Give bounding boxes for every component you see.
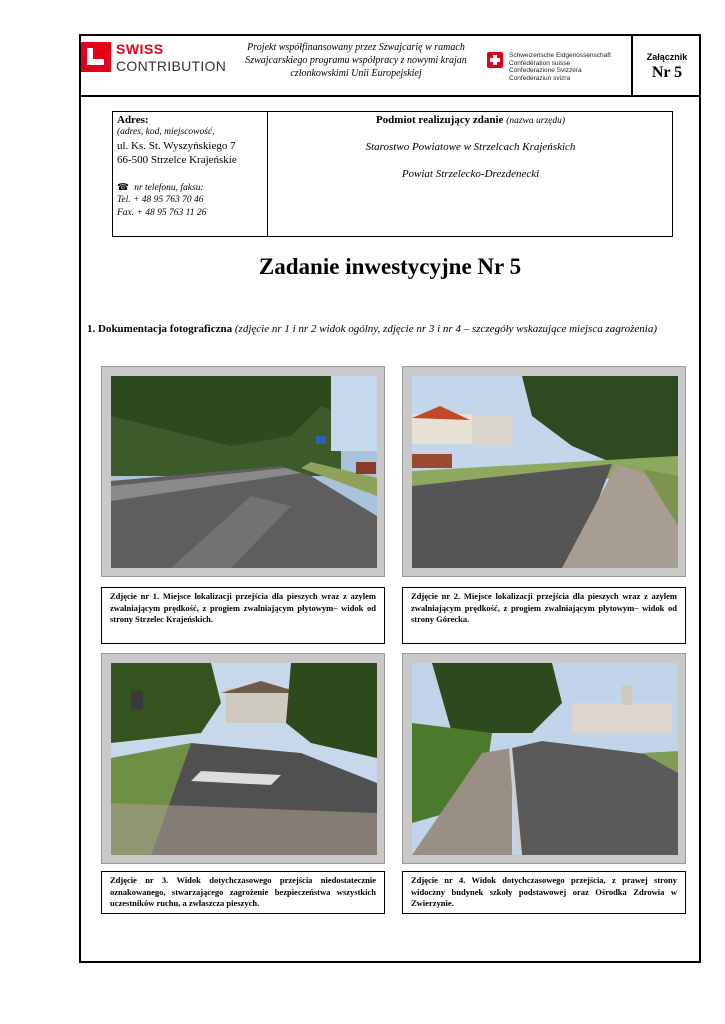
swiss-contribution-logo-icon [81,42,111,72]
tel-number: Tel. + 48 95 763 70 46 [117,195,204,205]
photo-2 [402,366,686,577]
logo-swiss-text: SWISS [116,41,164,57]
project-line-2: Szwajcarskiego programu współpracy z nowymi krajan [245,55,467,66]
confed-line-1: Schweizerische Eidgenossenschaft [509,52,611,59]
entity-heading [268,114,673,126]
caption-4: Zdjęcie nr 4. Widok dotychczasowego przejścia, z prawej strony widoczny budynek szkoły podstawowej oraz Ośrodka Zdrowia w Zwierzynie. [402,871,686,914]
project-line-3: członkowskimi Unii Europejskiej [290,68,422,79]
entity-org-1: Starostwo Powiatowe w Strzelcach Krajeńskich [365,141,576,153]
attachment-box [631,34,701,97]
attachment-number: Nr 5 [651,64,683,81]
tel-label-text: nr telefonu, faksu: [134,183,204,193]
entity-label: Podmiot realizujący zdanie [375,114,504,126]
section-note: (zdjęcie nr 1 i nr 2 widok ogólny, zdjęcie nr 3 i nr 4 – szczegóły wskazujące miejsca zagrożenia) [234,323,657,335]
confed-line-3: Confederazione Svizzera [509,67,582,74]
phone-icon: ☎ [117,183,129,193]
project-note [228,41,484,80]
fax-number: Fax. + 48 95 763 11 26 [117,208,207,218]
logo-contribution-text: CONTRIBUTION [116,58,227,74]
caption-1: Zdjęcie nr 1. Miejsce lokalizacji przejścia dla pieszych wraz z azylem zwalniającym prędkość, z progiem zwalniającym płytowym– widok od strony Strzelec Krajeńskich. [101,587,385,644]
address-sub: (adres, kod, miejscowość, [117,127,215,137]
caption-2: Zdjęcie nr 2. Miejsce lokalizacji przejścia dla pieszych wraz z azylem zwalniającym prędkość, z progiem zwalniającym płytowym– widok od strony Górecka. [402,587,686,644]
photo-1 [101,366,385,577]
swiss-cross-icon [487,52,503,68]
page-title: Zadanie inwestycyjne Nr 5 [258,254,522,279]
project-line-1: Projekt współfinansowany przez Szwajcarię w ramach [247,42,465,53]
section-heading-text: 1. Dokumentacja fotograficzna [87,323,233,335]
section-heading [87,322,687,336]
address-city: 66-500 Strzelce Krajeńskie [117,154,237,166]
entity-org-2: Powiat Strzelecko-Drezdenecki [401,168,540,180]
confederation-text [509,52,611,82]
photo-4 [402,653,686,864]
confed-line-2: Confédération suisse [509,59,571,67]
photo-3 [101,653,385,864]
address-street: ul. Ks. St. Wyszyńskiego 7 [117,140,236,152]
address-label: Adres: [117,114,149,126]
confed-line-4: Confederaziun svizra [509,74,571,82]
caption-3: Zdjęcie nr 3. Widok dotychczasowego przejścia niedostatecznie oznakowanego, stwarzającego zagrożenie bezpieczeństwa wszystkich uczestników ruchu, a zwłaszcza pieszych. [101,871,385,914]
entity-label-note: (nazwa urzędu) [506,116,566,126]
attachment-label: Załącznik [646,52,688,62]
tel-label [117,182,204,193]
